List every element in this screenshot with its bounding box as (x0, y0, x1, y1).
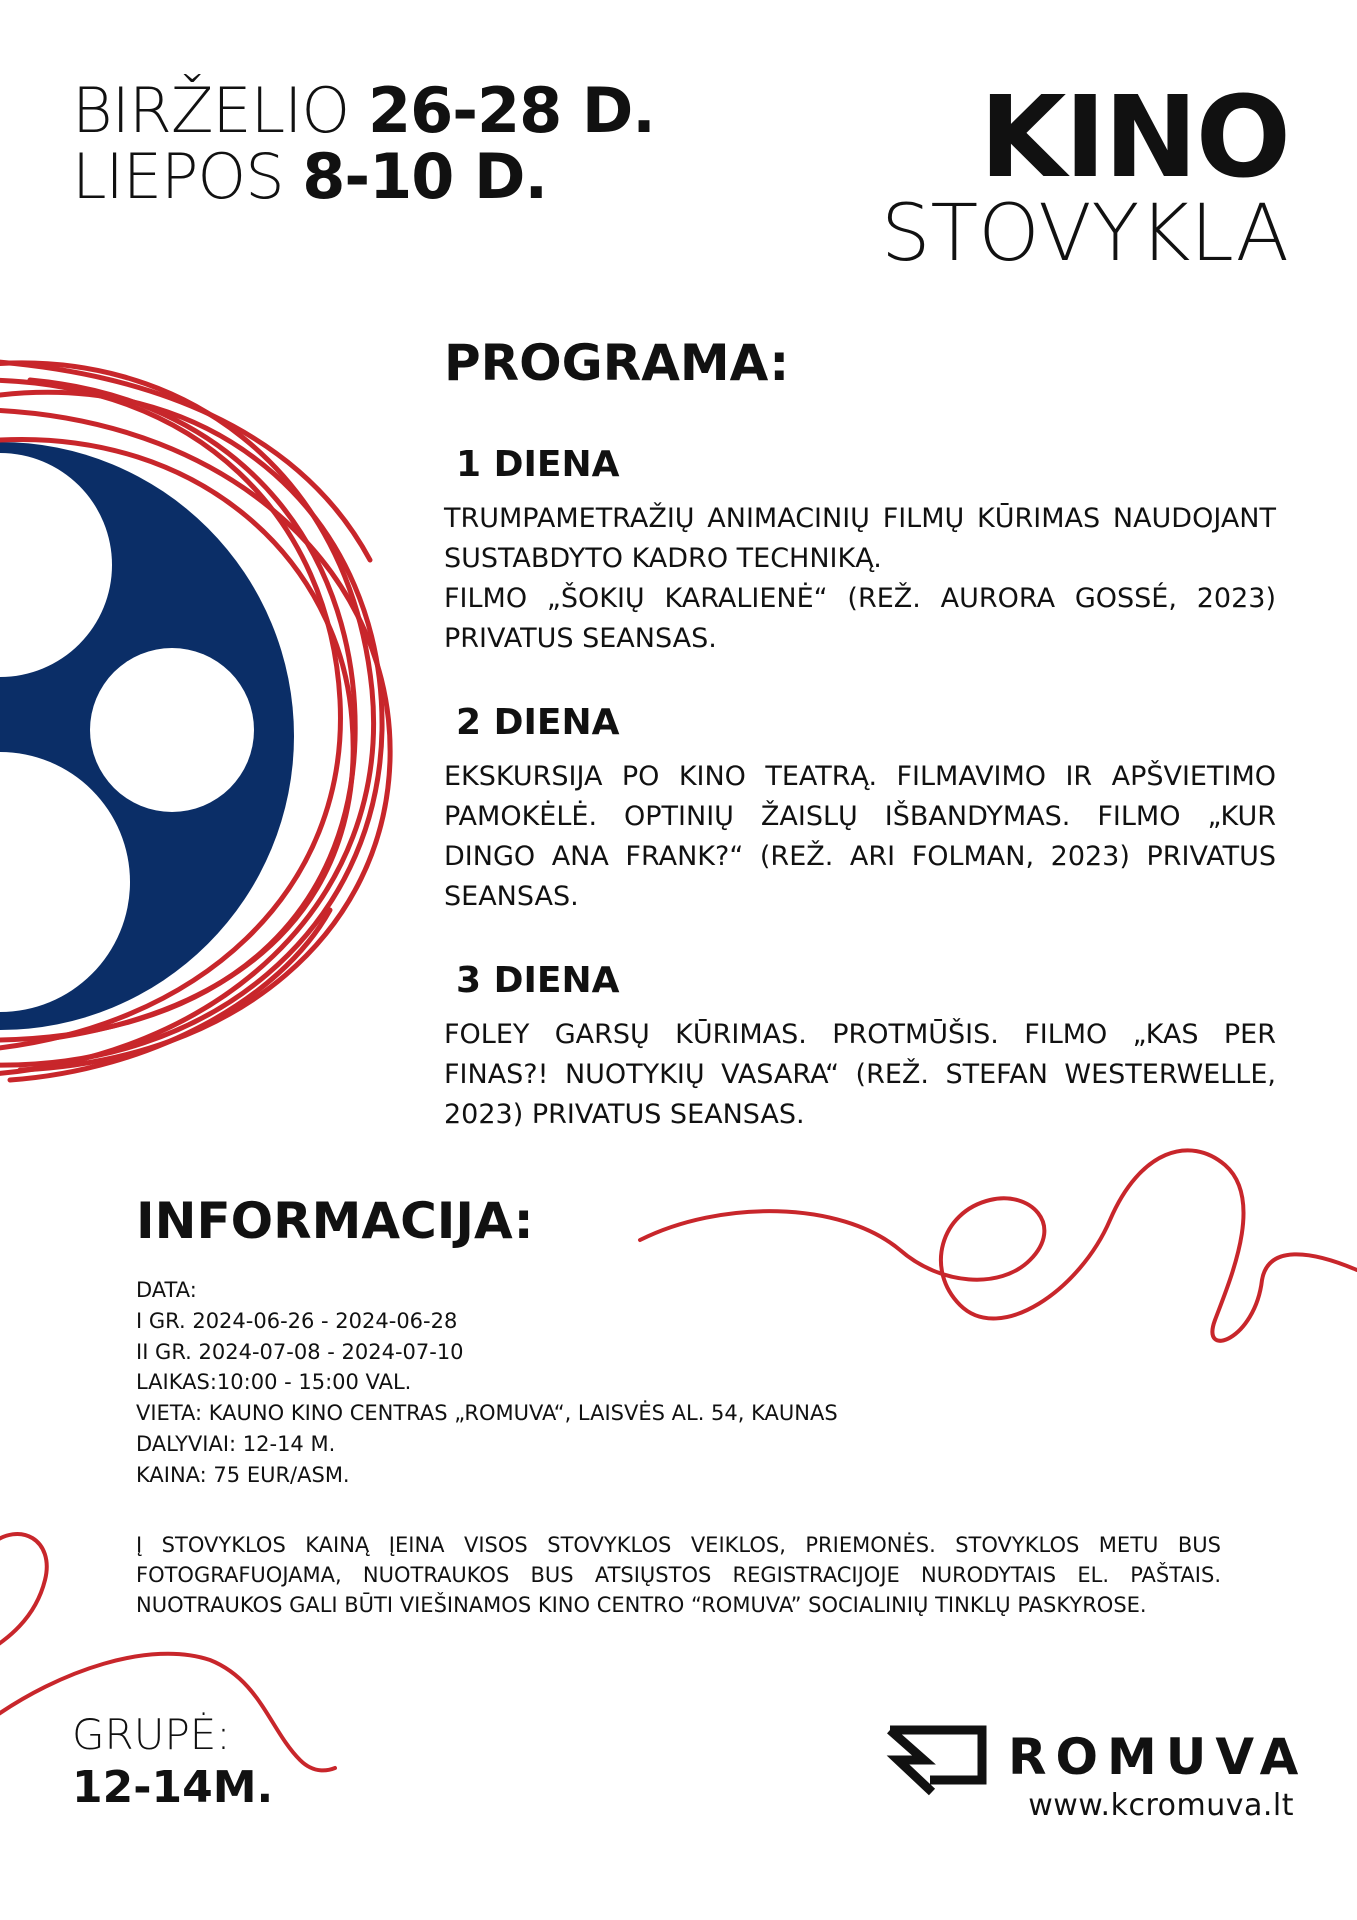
title-main: KINO (979, 73, 1289, 203)
red-scribble-circle (0, 360, 390, 1080)
info-item: DATA: (136, 1278, 197, 1302)
day-description-line: FOLEY GARSŲ KŪRIMAS. PROTMŪŠIS. FILMO „KAS PER FINAS?! NUOTYKIŲ VASARA“ (REŽ. STEFAN WESTERWELLE, 2023) PRIVATUS SEANSAS. (444, 1019, 1276, 1130)
age-group (72, 1710, 273, 1816)
day-description-line: TRUMPAMETRAŽIŲ ANIMACINIŲ FILMŲ KŪRIMAS NAUDOJANT SUSTABDYTO KADRO TECHNIKĄ. (444, 503, 1276, 574)
day-title: 2 DIENA (456, 702, 620, 743)
day-title: 3 DIENA (456, 960, 620, 1001)
info-item: VIETA: KAUNO KINO CENTRAS „ROMUVA“, LAISVĖS AL. 54, KAUNAS (136, 1401, 838, 1426)
day-description (444, 1015, 1276, 1135)
info-item: DALYVIAI: 12-14 M. (136, 1431, 336, 1456)
title-sub: STOVYKLA (881, 189, 1289, 279)
website-link[interactable]: www.kcromuva.lt (1028, 1788, 1294, 1823)
group-value: 12-14M. (72, 1762, 274, 1813)
info-note: Į STOVYKLOS KAINĄ ĮEINA VISOS STOVYKLOS VEIKLOS, PRIEMONĖS. STOVYKLOS METU BUS FOTOGRAFUOJAMA, NUOTRAUKOS BUS ATSIŲSTOS REGISTRACIJOJE NURODYTAIS EL. PAŠTAIS. NUOTRAUKOS GALI BŪTI VIEŠINAMOS KINO CENTRO “ROMUVA” SOCIALINIŲ TINKLŲ PASKYROSE. (136, 1533, 1221, 1617)
date-line2-month: LIEPOS (72, 140, 303, 213)
info-item: KAINA: 75 EUR/ASM. (136, 1462, 350, 1487)
day-description (444, 499, 1276, 659)
info-heading: INFORMACIJA: (136, 1192, 534, 1250)
day-title: 1 DIENA (456, 444, 620, 485)
info-item: II GR. 2024-07-08 - 2024-07-10 (136, 1339, 464, 1364)
logo-name: ROMUVA (1008, 1728, 1308, 1786)
day-description-line: FILMO „ŠOKIŲ KARALIENĖ“ (REŽ. AURORA GOSSÉ, 2023) PRIVATUS SEANSAS. (444, 583, 1276, 654)
program-day-3 (444, 960, 1276, 1135)
day-description (444, 757, 1276, 917)
film-reel-icon (0, 442, 294, 1030)
date-line-july (72, 140, 655, 213)
info-item: I GR. 2024-06-26 - 2024-06-28 (136, 1308, 458, 1333)
program-day-1 (444, 444, 1276, 659)
poster-title (881, 73, 1289, 279)
romuva-logo-icon (884, 1722, 990, 1796)
date-line2-days: 8-10 D. (302, 140, 548, 213)
date-line1-days: 26-28 D. (367, 74, 655, 147)
group-label: GRUPĖ: (72, 1710, 231, 1759)
date-line-june (72, 74, 655, 147)
program-heading: PROGRAMA: (444, 334, 790, 392)
day-description-line: EKSKURSIJA PO KINO TEATRĄ. FILMAVIMO IR APŠVIETIMO PAMOKĖLĖ. OPTINIŲ ŽAISLŲ IŠBANDYMAS. FILMO „KUR DINGO ANA FRANK?“ (REŽ. ARI FOLMAN, 2023) PRIVATUS SEANSAS. (444, 761, 1276, 912)
camp-dates (72, 74, 655, 213)
romuva-logo (884, 1722, 1308, 1823)
info-list (136, 1275, 838, 1491)
program-day-2 (444, 702, 1276, 917)
info-item: LAIKAS:10:00 - 15:00 VAL. (136, 1370, 412, 1395)
date-line1-month: BIRŽELIO (72, 74, 368, 147)
